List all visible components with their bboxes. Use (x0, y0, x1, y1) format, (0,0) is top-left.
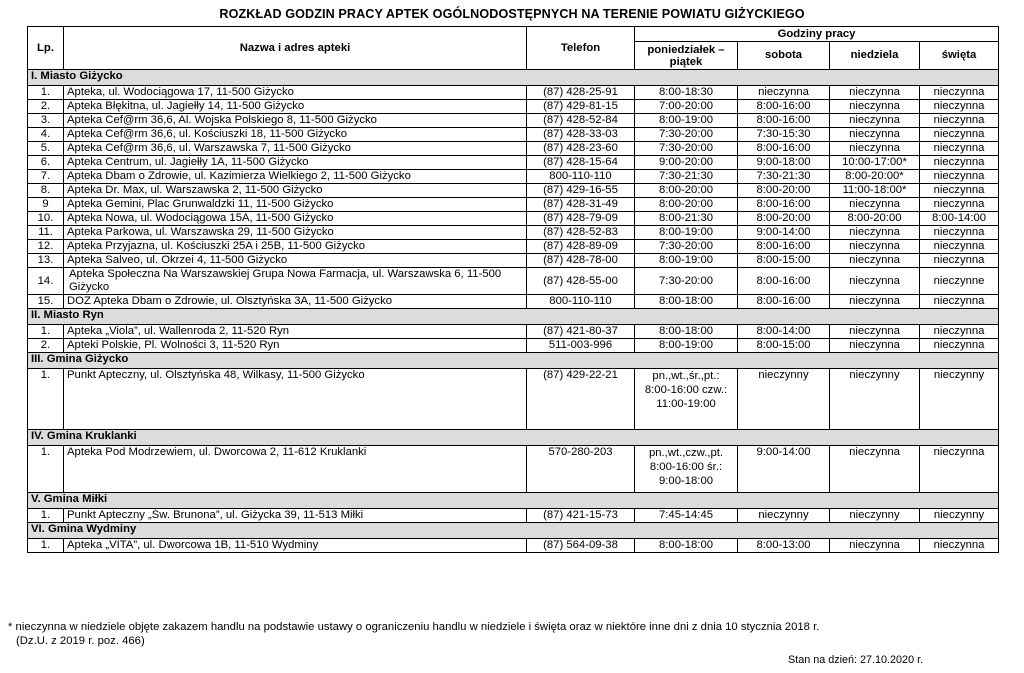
table-row (28, 100, 999, 114)
cell-holiday: nieczynna (920, 170, 999, 184)
cell-weekday: 7:30-20:00 (635, 268, 738, 295)
document-title: ROZKŁAD GODZIN PRACY APTEK OGÓLNODOSTĘPNYCH NA TERENIE POWIATU GIŻYCKIEGO (219, 7, 805, 21)
section-row (28, 430, 999, 446)
table-row (28, 325, 999, 339)
cell-saturday: 8:00-16:00 (738, 295, 830, 309)
cell-weekday: 8:00-18:00 (635, 539, 738, 553)
section-row (28, 493, 999, 509)
cell-name: Apteka Cef@rm 36,6, ul. Warszawska 7, 11-500 Giżycko (64, 142, 527, 156)
cell-phone: 800-110-110 (527, 295, 635, 309)
cell-phone: (87) 428-52-84 (527, 114, 635, 128)
cell-phone: (87) 428-15-64 (527, 156, 635, 170)
cell-weekday: 8:00-20:00 (635, 198, 738, 212)
cell-holiday: nieczynna (920, 184, 999, 198)
cell-sunday: nieczynna (830, 142, 920, 156)
cell-name: Apteka Przyjazna, ul. Kościuszki 25A i 25B, 11-500 Giżycko (64, 240, 527, 254)
cell-name: Apteka, ul. Wodociągowa 17, 11-500 Giżycko (64, 86, 527, 100)
table-row (28, 170, 999, 184)
table-row (28, 226, 999, 240)
cell-name: Apteka Dbam o Zdrowie, ul. Kazimierza Wielkiego 2, 11-500 Giżycko (64, 170, 527, 184)
footnote-line-1: * nieczynna w niedziele objęte zakazem handlu na podstawie ustawy o ograniczeniu handlu w niedziele i święta oraz w niektóre inne dni z dnia 10 stycznia 2018 r. (8, 621, 820, 633)
cell-phone: (87) 429-22-21 (527, 369, 635, 430)
cell-saturday: 8:00-16:00 (738, 114, 830, 128)
cell-weekday: 8:00-19:00 (635, 226, 738, 240)
cell-lp: 1. (28, 325, 64, 339)
cell-holiday: nieczynna (920, 446, 999, 493)
header-lp: Lp. (28, 27, 64, 70)
cell-lp: 6. (28, 156, 64, 170)
cell-weekday: pn.,wt.,śr.,pt.: 8:00-16:00 czw.: 11:00-19:00 (635, 369, 738, 430)
cell-sunday: nieczynna (830, 226, 920, 240)
cell-sunday: nieczynna (830, 86, 920, 100)
section-row (28, 70, 999, 86)
cell-sunday: nieczynna (830, 268, 920, 295)
cell-phone: (87) 429-16-55 (527, 184, 635, 198)
cell-saturday: nieczynna (738, 86, 830, 100)
table-row (28, 339, 999, 353)
cell-name: Apteka Cef@rm 36,6, Al. Wojska Polskiego 8, 11-500 Giżycko (64, 114, 527, 128)
cell-holiday: nieczynna (920, 226, 999, 240)
cell-phone: (87) 428-52-83 (527, 226, 635, 240)
cell-lp: 7. (28, 170, 64, 184)
cell-name: Apteka „VITA”, ul. Dworcowa 1B, 11-510 Wydminy (64, 539, 527, 553)
cell-saturday: 8:00-15:00 (738, 254, 830, 268)
table-row (28, 86, 999, 100)
cell-sunday: nieczynna (830, 114, 920, 128)
table-row (28, 509, 999, 523)
cell-lp: 1. (28, 86, 64, 100)
cell-saturday: 8:00-20:00 (738, 212, 830, 226)
cell-lp: 1. (28, 509, 64, 523)
section-title: VI. Gmina Wydminy (28, 523, 999, 539)
cell-weekday: 8:00-19:00 (635, 254, 738, 268)
cell-name: Apteka Cef@rm 36,6, ul. Kościuszki 18, 11-500 Giżycko (64, 128, 527, 142)
cell-holiday: nieczynna (920, 114, 999, 128)
cell-sunday: nieczynna (830, 339, 920, 353)
cell-weekday: 9:00-20:00 (635, 156, 738, 170)
cell-sunday: nieczynna (830, 128, 920, 142)
header-hours-group: Godziny pracy (635, 27, 999, 42)
cell-lp: 15. (28, 295, 64, 309)
cell-name: Punkt Apteczny, ul. Olsztyńska 48, Wilkasy, 11-500 Giżycko (64, 369, 527, 430)
header-holidays: święta (920, 42, 999, 70)
section-row (28, 309, 999, 325)
header-row-1 (28, 27, 999, 42)
cell-phone: (87) 428-55-00 (527, 268, 635, 295)
cell-phone: (87) 564-09-38 (527, 539, 635, 553)
cell-lp: 1. (28, 369, 64, 430)
cell-name: Apteka Błękitna, ul. Jagiełły 14, 11-500 Giżycko (64, 100, 527, 114)
cell-name: Apteka Nowa, ul. Wodociągowa 15A, 11-500 Giżycko (64, 212, 527, 226)
cell-lp: 12. (28, 240, 64, 254)
cell-saturday: 8:00-15:00 (738, 339, 830, 353)
cell-lp: 13. (28, 254, 64, 268)
cell-holiday: nieczynna (920, 325, 999, 339)
cell-lp: 5. (28, 142, 64, 156)
cell-name: Punkt Apteczny „Św. Brunona”, ul. Giżycka 39, 11-513 Miłki (64, 509, 527, 523)
cell-weekday: pn.,wt.,czw.,pt. 8:00-16:00 śr.: 9:00-18:00 (635, 446, 738, 493)
cell-lp: 10. (28, 212, 64, 226)
cell-phone: (87) 428-31-49 (527, 198, 635, 212)
cell-saturday: nieczynny (738, 509, 830, 523)
cell-holiday: nieczynna (920, 254, 999, 268)
cell-lp: 11. (28, 226, 64, 240)
cell-name: Apteka Gemini, Plac Grunwaldzki 11, 11-500 Giżycko (64, 198, 527, 212)
table-row (28, 254, 999, 268)
cell-lp: 2. (28, 339, 64, 353)
table-row (28, 128, 999, 142)
cell-phone: (87) 428-89-09 (527, 240, 635, 254)
section-title: I. Miasto Giżycko (28, 70, 999, 86)
cell-sunday: 11:00-18:00* (830, 184, 920, 198)
cell-holiday: 8:00-14:00 (920, 212, 999, 226)
cell-lp: 14. (28, 268, 64, 295)
cell-weekday: 7:30-20:00 (635, 240, 738, 254)
footnote-line-2: (Dz.U. z 2019 r. poz. 466) (16, 635, 145, 647)
cell-lp: 1. (28, 446, 64, 493)
cell-weekday: 7:00-20:00 (635, 100, 738, 114)
cell-sunday: nieczynna (830, 446, 920, 493)
table-row (28, 369, 999, 430)
header-sunday: niedziela (830, 42, 920, 70)
cell-phone: (87) 428-25-91 (527, 86, 635, 100)
cell-holiday: nieczynny (920, 369, 999, 430)
cell-weekday: 7:30-20:00 (635, 128, 738, 142)
cell-name: Apteka Centrum, ul. Jagiełły 1A, 11-500 Giżycko (64, 156, 527, 170)
cell-name: DOZ Apteka Dbam o Zdrowie, ul. Olsztyńska 3A, 11-500 Giżycko (64, 295, 527, 309)
cell-lp: 4. (28, 128, 64, 142)
cell-weekday: 8:00-18:00 (635, 295, 738, 309)
cell-saturday: 8:00-16:00 (738, 268, 830, 295)
table-row (28, 295, 999, 309)
table-row (28, 268, 999, 295)
cell-sunday: nieczynny (830, 509, 920, 523)
header-name: Nazwa i adres apteki (64, 27, 527, 70)
cell-saturday: 7:30-15:30 (738, 128, 830, 142)
cell-saturday: 8:00-20:00 (738, 184, 830, 198)
cell-phone: (87) 428-79-09 (527, 212, 635, 226)
table-row (28, 539, 999, 553)
cell-saturday: 8:00-16:00 (738, 240, 830, 254)
cell-saturday: 8:00-16:00 (738, 100, 830, 114)
cell-sunday: nieczynny (830, 369, 920, 430)
cell-lp: 8. (28, 184, 64, 198)
section-title: IV. Gmina Kruklanki (28, 430, 999, 446)
cell-saturday: 7:30-21:30 (738, 170, 830, 184)
section-title: III. Gmina Giżycko (28, 353, 999, 369)
cell-sunday: 10:00-17:00* (830, 156, 920, 170)
cell-holiday: nieczynna (920, 339, 999, 353)
cell-sunday: 8:00-20:00* (830, 170, 920, 184)
cell-lp: 2. (28, 100, 64, 114)
table-row (28, 114, 999, 128)
cell-phone: (87) 421-15-73 (527, 509, 635, 523)
cell-weekday: 8:00-18:00 (635, 325, 738, 339)
table-body (28, 70, 999, 553)
cell-holiday: nieczynna (920, 198, 999, 212)
cell-weekday: 8:00-21:30 (635, 212, 738, 226)
cell-weekday: 7:45-14:45 (635, 509, 738, 523)
cell-phone: (87) 421-80-37 (527, 325, 635, 339)
cell-phone: (87) 429-81-15 (527, 100, 635, 114)
cell-phone: 511-003-996 (527, 339, 635, 353)
cell-name: Apteka Społeczna Na Warszawskiej Grupa Nowa Farmacja, ul. Warszawska 6, 11-500 Giżycko (64, 268, 527, 295)
table-row (28, 184, 999, 198)
cell-weekday: 8:00-19:00 (635, 114, 738, 128)
cell-phone: (87) 428-33-03 (527, 128, 635, 142)
section-title: V. Gmina Miłki (28, 493, 999, 509)
cell-holiday: nieczynna (920, 142, 999, 156)
cell-holiday: nieczynna (920, 128, 999, 142)
table-row (28, 156, 999, 170)
header-weekday: poniedziałek – piątek (635, 42, 738, 70)
table-row (28, 212, 999, 226)
table-row (28, 240, 999, 254)
cell-sunday: nieczynna (830, 539, 920, 553)
cell-name: Apteka Parkowa, ul. Warszawska 29, 11-500 Giżycko (64, 226, 527, 240)
cell-holiday: nieczynna (920, 539, 999, 553)
cell-saturday: 8:00-13:00 (738, 539, 830, 553)
cell-name: Apteka Dr. Max, ul. Warszawska 2, 11-500 Giżycko (64, 184, 527, 198)
cell-holiday: nieczynna (920, 100, 999, 114)
footnote (8, 620, 1018, 648)
header-saturday: sobota (738, 42, 830, 70)
pharmacy-hours-table (27, 26, 999, 553)
cell-saturday: 8:00-14:00 (738, 325, 830, 339)
cell-name: Apteki Polskie, Pl. Wolności 3, 11-520 Ryn (64, 339, 527, 353)
cell-saturday: 9:00-18:00 (738, 156, 830, 170)
cell-weekday: 7:30-21:30 (635, 170, 738, 184)
cell-weekday: 8:00-19:00 (635, 339, 738, 353)
section-title: II. Miasto Ryn (28, 309, 999, 325)
cell-sunday: nieczynna (830, 198, 920, 212)
cell-sunday: nieczynna (830, 100, 920, 114)
cell-name: Apteka Pod Modrzewiem, ul. Dworcowa 2, 11-612 Kruklanki (64, 446, 527, 493)
cell-sunday: nieczynna (830, 295, 920, 309)
cell-phone: (87) 428-78-00 (527, 254, 635, 268)
cell-phone: 570-280-203 (527, 446, 635, 493)
header-phone: Telefon (527, 27, 635, 70)
cell-saturday: 9:00-14:00 (738, 226, 830, 240)
cell-sunday: nieczynna (830, 254, 920, 268)
cell-holiday: nieczynna (920, 295, 999, 309)
cell-weekday: 8:00-18:30 (635, 86, 738, 100)
table-row (28, 198, 999, 212)
section-row (28, 353, 999, 369)
cell-phone: (87) 428-23-60 (527, 142, 635, 156)
cell-sunday: nieczynna (830, 325, 920, 339)
cell-lp: 3. (28, 114, 64, 128)
cell-holiday: nieczynna (920, 156, 999, 170)
cell-holiday: nieczynne (920, 268, 999, 295)
cell-name: Apteka „Viola”, ul. Wallenroda 2, 11-520 Ryn (64, 325, 527, 339)
cell-lp: 1. (28, 539, 64, 553)
cell-saturday: nieczynny (738, 369, 830, 430)
table-row (28, 142, 999, 156)
cell-saturday: 8:00-16:00 (738, 142, 830, 156)
cell-saturday: 9:00-14:00 (738, 446, 830, 493)
cell-sunday: nieczynna (830, 240, 920, 254)
cell-weekday: 7:30-20:00 (635, 142, 738, 156)
cell-holiday: nieczynny (920, 509, 999, 523)
cell-saturday: 8:00-16:00 (738, 198, 830, 212)
cell-phone: 800-110-110 (527, 170, 635, 184)
table-row (28, 446, 999, 493)
cell-holiday: nieczynna (920, 86, 999, 100)
cell-sunday: 8:00-20:00 (830, 212, 920, 226)
cell-holiday: nieczynna (920, 240, 999, 254)
cell-weekday: 8:00-20:00 (635, 184, 738, 198)
section-row (28, 523, 999, 539)
status-date: Stan na dzień: 27.10.2020 r. (788, 654, 924, 666)
cell-lp: 9 (28, 198, 64, 212)
cell-name: Apteka Salveo, ul. Okrzei 4, 11-500 Giżycko (64, 254, 527, 268)
